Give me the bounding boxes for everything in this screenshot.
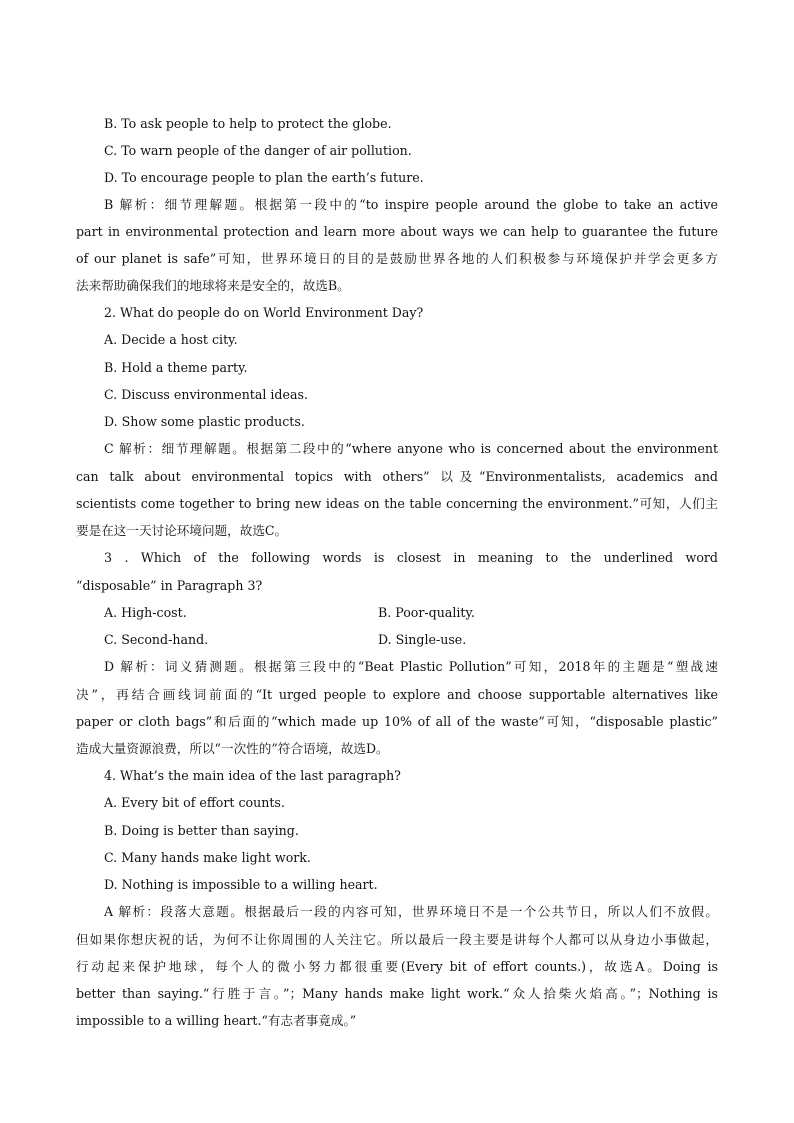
q1-option-d: D. To encourage people to plan the earth’s future. [104,170,424,185]
q4-analysis-line: 行动起来保护地球，每个人的微小努力都很重要(Every bit of effort counts.)，故选A。Doing is [76,959,718,974]
q4-question: 4. What’s the main idea of the last paragraph? [104,768,401,783]
q3-option-d: D. Single-use. [378,632,467,647]
q4-analysis-line: 但如果你想庆祝的话，为何不让你周围的人关注它。所以最后一段主要是讲每个人都可以从身边小事做起， [76,932,718,947]
q1-option-c: C. To warn people of the danger of air pollution. [104,143,412,158]
q1-analysis-line: of our planet is safe”可知，世界环境日的目的是鼓励世界各地的人们积极参与环境保护并学会更多方 [76,251,718,266]
q3-question-line: 3 . Which of the following words is closest in meaning to the underlined word [104,550,718,565]
q3-analysis-line: D 解析：词义猜测题。根据第三段中的“Beat Plastic Pollution”可知，2018年的主题是“塑战速 [104,659,718,674]
q2-analysis-line: can talk about environmental topics with others” 以及“Environmentalists, academics and [76,469,718,484]
q1-analysis-line: B 解析：细节理解题。根据第一段中的“to inspire people around the globe to take an active [104,197,718,212]
q4-analysis-line: better than saying.“行胜于言。”；Many hands make light work.“众人拾柴火焰高。”；Nothing is [76,986,718,1001]
q4-option-b: B. Doing is better than saying. [104,823,299,838]
q3-option-b: B. Poor-quality. [378,605,475,620]
q3-option-a: A. High-cost. [104,605,187,620]
q2-analysis-line: 要是在这一天讨论环境问题，故选C。 [76,523,288,538]
q4-analysis-line: A 解析：段落大意题。根据最后一段的内容可知，世界环境日不是一个公共节日，所以人们不放假。 [104,904,718,919]
q3-analysis-line: 决”，再结合画线词前面的“It urged people to explore and choose supportable alternatives like [76,687,718,702]
q2-option-a: A. Decide a host city. [104,332,238,347]
q1-analysis-line: 法来帮助确保我们的地球将来是安全的，故选B。 [76,278,350,293]
q1-option-b: B. To ask people to help to protect the globe. [104,116,392,131]
q1-analysis-line: part in environmental protection and learn more about ways we can help to guarantee the future [76,224,718,239]
q2-question: 2. What do people do on World Environment Day? [104,305,424,320]
q2-analysis-line: C 解析：细节理解题。根据第二段中的“where anyone who is concerned about the environment [104,441,718,456]
q3-analysis-line: paper or cloth bags”和后面的“which made up 10% of all of the waste”可知，“disposable plastic” [76,714,718,729]
q4-analysis-line: impossible to a willing heart.“有志者事竟成。” [76,1013,357,1028]
q2-option-b: B. Hold a theme party. [104,360,248,375]
q2-option-c: C. Discuss environmental ideas. [104,387,308,402]
q4-option-c: C. Many hands make light work. [104,850,311,865]
q4-option-a: A. Every bit of effort counts. [104,795,285,810]
q2-option-d: D. Show some plastic products. [104,414,305,429]
q3-analysis-line: 造成大量资源浪费，所以“一次性的”符合语境，故选D。 [76,741,389,756]
q4-option-d: D. Nothing is impossible to a willing heart. [104,877,378,892]
q2-analysis-line: scientists come together to bring new ideas on the table concerning the environment.”可知，人们主 [76,496,718,511]
q3-option-c: C. Second-hand. [104,632,209,647]
q3-question-line: “disposable” in Paragraph 3? [76,578,263,593]
